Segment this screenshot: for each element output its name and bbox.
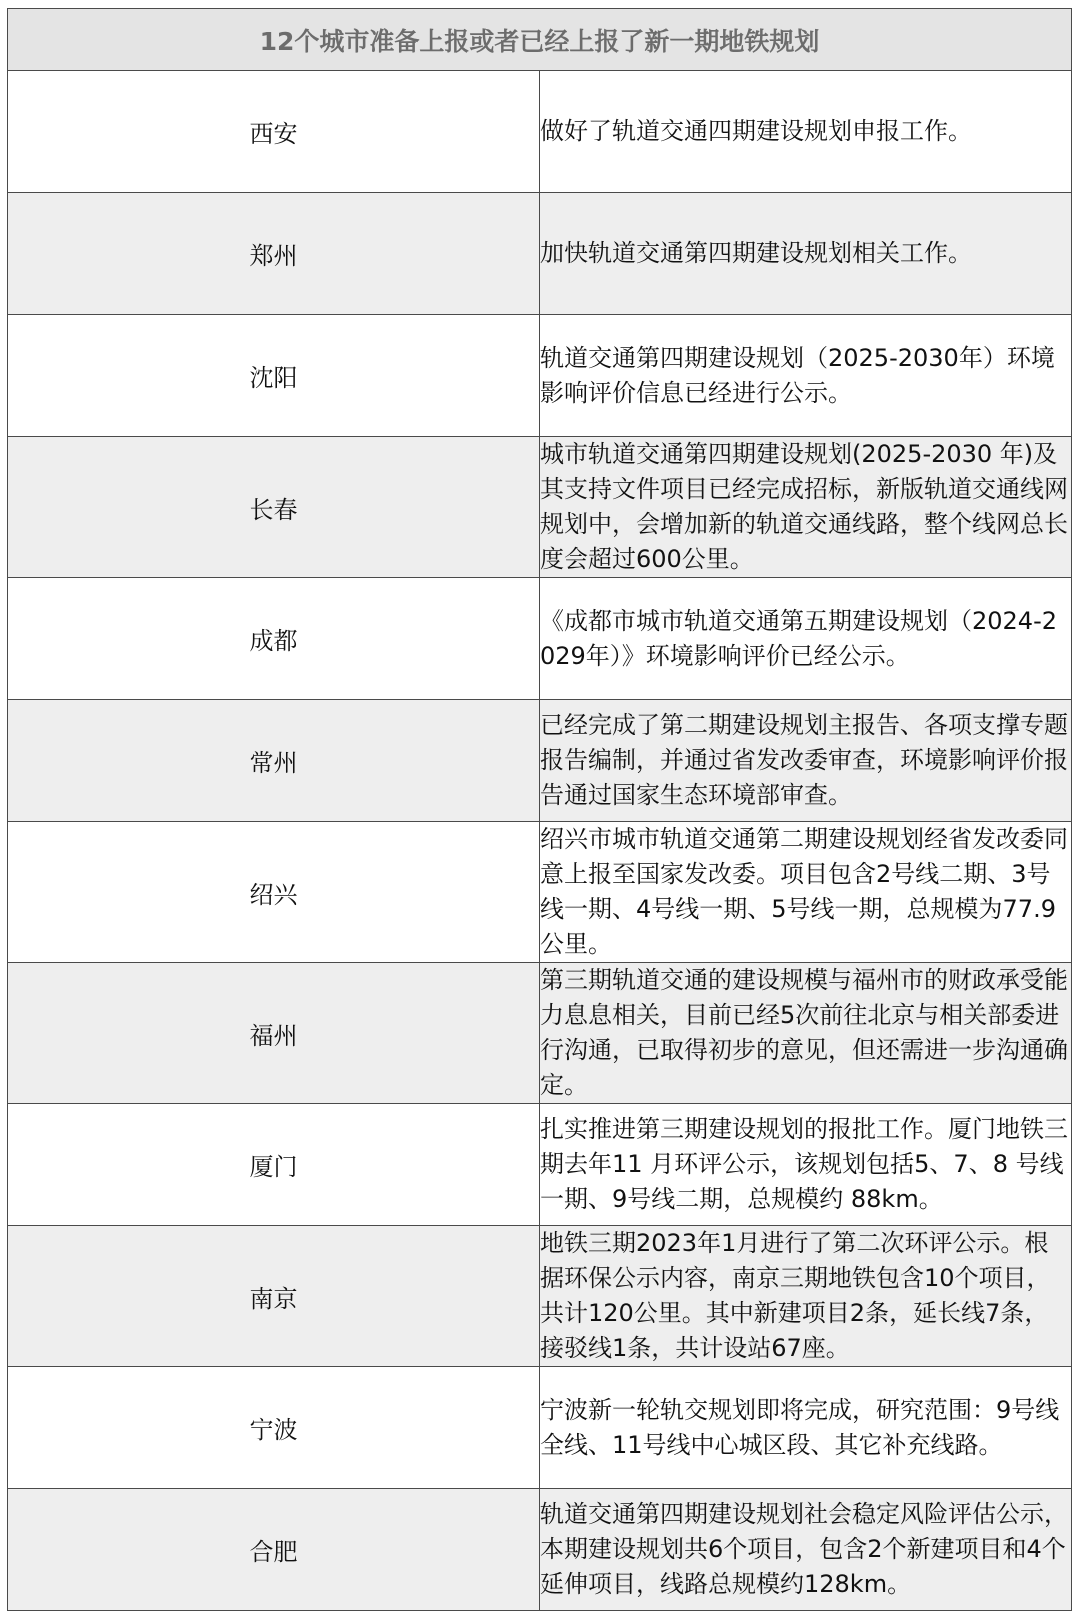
- city-cell: 沈阳: [8, 315, 540, 437]
- table-row: [8, 71, 1072, 193]
- table-row: [8, 437, 1072, 578]
- city-cell: 宁波: [8, 1367, 540, 1489]
- city-plan-table: [7, 8, 1072, 1611]
- city-cell: 厦门: [8, 1104, 540, 1226]
- table-row: [8, 315, 1072, 437]
- city-cell: 福州: [8, 963, 540, 1104]
- description-cell: 城市轨道交通第四期建设规划(2025-2030 年)及其支持文件项目已经完成招标，新版轨道交通线网规划中，会增加新的轨道交通线路，整个线网总长度会超过600公里。: [540, 437, 1072, 578]
- description-cell: 宁波新一轮轨交规划即将完成，研究范围：9号线全线、11号线中心城区段、其它补充线路。: [540, 1367, 1072, 1489]
- table-row: [8, 1104, 1072, 1226]
- city-cell: 长春: [8, 437, 540, 578]
- table-row: [8, 822, 1072, 963]
- city-cell: 西安: [8, 71, 540, 193]
- description-cell: 已经完成了第二期建设规划主报告、各项支撑专题报告编制，并通过省发改委审查，环境影响评价报告通过国家生态环境部审查。: [540, 700, 1072, 822]
- table-row: [8, 700, 1072, 822]
- table-row: [8, 578, 1072, 700]
- table-body: [8, 71, 1072, 1611]
- description-cell: 轨道交通第四期建设规划社会稳定风险评估公示，本期建设规划共6个项目，包含2个新建项目和4个延伸项目，线路总规模约128km。: [540, 1489, 1072, 1611]
- description-cell: 绍兴市城市轨道交通第二期建设规划经省发改委同意上报至国家发改委。项目包含2号线二期、3号线一期、4号线一期、5号线一期，总规模为77.9公里。: [540, 822, 1072, 963]
- description-cell: 第三期轨道交通的建设规模与福州市的财政承受能力息息相关，目前已经5次前往北京与相关部委进行沟通，已取得初步的意见，但还需进一步沟通确定。: [540, 963, 1072, 1104]
- description-cell: 《成都市城市轨道交通第五期建设规划（2024-2029年）》环境影响评价已经公示。: [540, 578, 1072, 700]
- description-cell: 扎实推进第三期建设规划的报批工作。厦门地铁三期去年11 月环评公示，该规划包括5、7、8 号线一期、9号线二期，总规模约 88km。: [540, 1104, 1072, 1226]
- table-row: [8, 1226, 1072, 1367]
- city-cell: 绍兴: [8, 822, 540, 963]
- city-cell: 南京: [8, 1226, 540, 1367]
- table-row: [8, 1367, 1072, 1489]
- description-cell: 做好了轨道交通四期建设规划申报工作。: [540, 71, 1072, 193]
- table-row: [8, 193, 1072, 315]
- table-title: 12个城市准备上报或者已经上报了新一期地铁规划: [8, 9, 1072, 71]
- city-cell: 常州: [8, 700, 540, 822]
- city-cell: 成都: [8, 578, 540, 700]
- description-cell: 加快轨道交通第四期建设规划相关工作。: [540, 193, 1072, 315]
- description-cell: 地铁三期2023年1月进行了第二次环评公示。根据环保公示内容，南京三期地铁包含10个项目，共计120公里。其中新建项目2条，延长线7条，接驳线1条，共计设站67座。: [540, 1226, 1072, 1367]
- description-cell: 轨道交通第四期建设规划（2025-2030年）环境影响评价信息已经进行公示。: [540, 315, 1072, 437]
- city-cell: 郑州: [8, 193, 540, 315]
- table-row: [8, 1489, 1072, 1611]
- city-cell: 合肥: [8, 1489, 540, 1611]
- table-row: [8, 963, 1072, 1104]
